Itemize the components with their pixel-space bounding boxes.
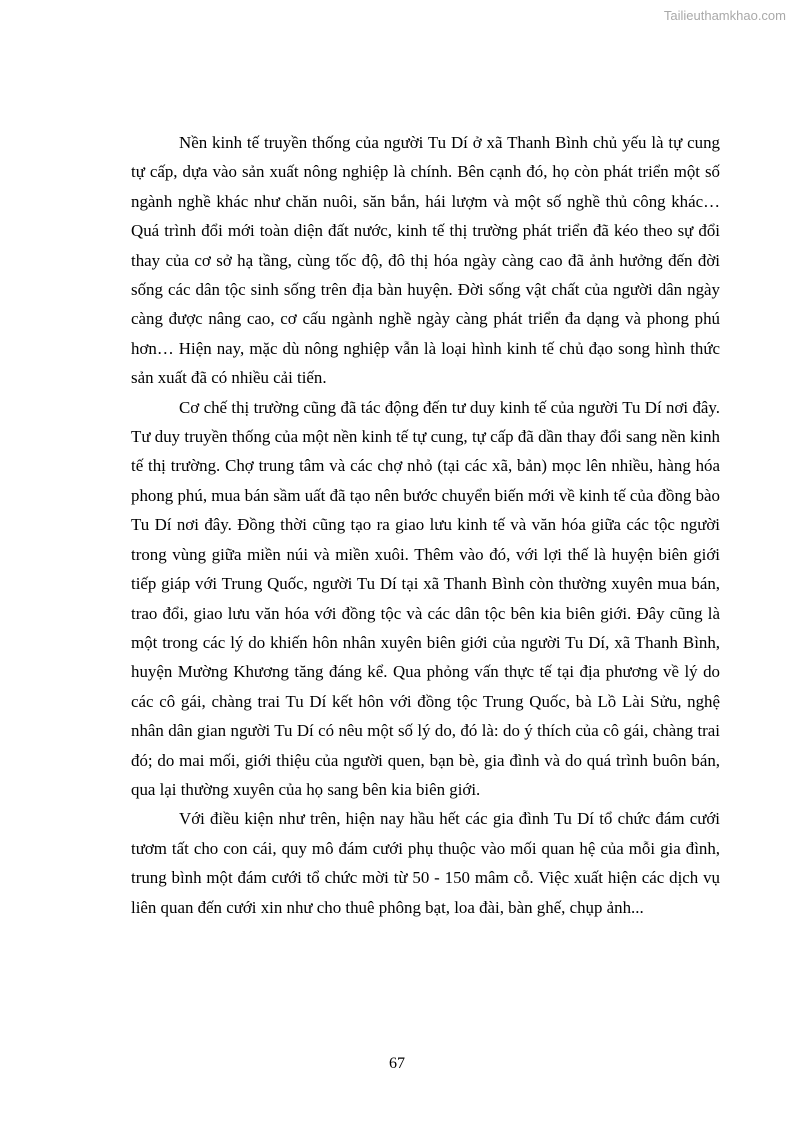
document-body: [131, 128, 720, 922]
paragraph-2: Cơ chế thị trường cũng đã tác động đến tư duy kinh tế của người Tu Dí nơi đây. Tư duy truyền thống của một nền kinh tế tự cung, tự cấp đã dần thay đổi sang nền kinh tế thị trường. Chợ trung tâm và các chợ nhỏ (tại các xã, bản) mọc lên nhiều, hàng hóa phong phú, mua bán sầm uất đã tạo nên bước chuyển biến mới về kinh tế của đồng bào Tu Dí nơi đây. Đồng thời cũng tạo ra giao lưu kinh tế và văn hóa giữa các tộc người trong vùng giữa miền núi và miền xuôi. Thêm vào đó, với lợi thế là huyện biên giới tiếp giáp với Trung Quốc, người Tu Dí tại xã Thanh Bình còn thường xuyên mua bán, trao đổi, giao lưu văn hóa với đồng tộc và các dân tộc bên kia biên giới. Đây cũng là một trong các lý do khiến hôn nhân xuyên biên giới của người Tu Dí, xã Thanh Bình, huyện Mường Khương tăng đáng kể. Qua phỏng vấn thực tế tại địa phương về lý do các cô gái, chàng trai Tu Dí kết hôn với đồng tộc Trung Quốc, bà Lồ Lài Sửu, nghệ nhân dân gian người Tu Dí có nêu một số lý do, đó là: do ý thích của cô gái, chàng trai đó; do mai mối, giới thiệu của người quen, bạn bè, gia đình và do quá trình buôn bán, qua lại thường xuyên của họ sang bên kia biên giới.: [131, 397, 720, 799]
page-number: 67: [389, 1055, 405, 1072]
watermark: Tailieuthamkhao.com: [663, 8, 786, 23]
paragraph-3: Với điều kiện như trên, hiện nay hầu hết các gia đình Tu Dí tổ chức đám cưới tươm tất cho con cái, quy mô đám cưới phụ thuộc vào mối quan hệ của mỗi gia đình, trung bình một đám cưới tổ chức mời từ 50 - 150 mâm cỗ. Việc xuất hiện các dịch vụ liên quan đến cưới xin như cho thuê phông bạt, loa đài, bàn ghế, chụp ảnh...: [131, 809, 720, 917]
paragraph-1: Nền kinh tế truyền thống của người Tu Dí ở xã Thanh Bình chủ yếu là tự cung tự cấp, dựa vào sản xuất nông nghiệp là chính. Bên cạnh đó, họ còn phát triển một số ngành nghề khác như chăn nuôi, săn bắn, hái lượm và một số nghề thủ công khác… Quá trình đổi mới toàn diện đất nước, kinh tế thị trường phát triển đã kéo theo sự đổi thay của cơ sở hạ tầng, cùng tốc độ, đô thị hóa ngày càng cao đã ảnh hưởng đến đời sống các dân tộc sinh sống trên địa bàn huyện. Đời sống vật chất của người dân ngày càng được nâng cao, cơ cấu ngành nghề ngày càng phát triển đa dạng và phong phú hơn… Hiện nay, mặc dù nông nghiệp vẫn là loại hình kinh tế chủ đạo song hình thức sản xuất đã có nhiều cải tiến.: [131, 133, 720, 388]
